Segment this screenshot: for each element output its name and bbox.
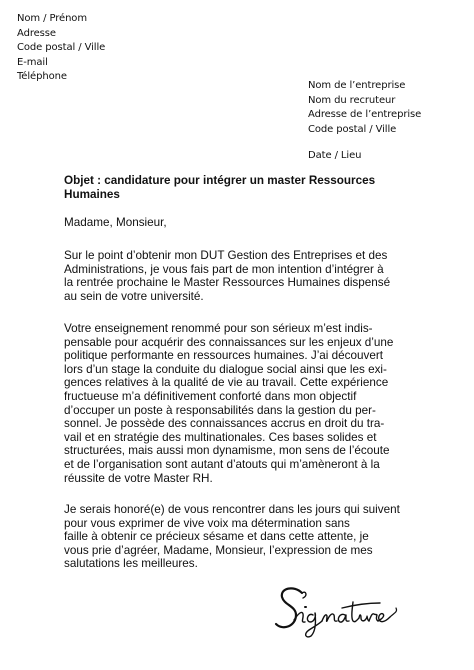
paragraph-line: au sein de votre université. xyxy=(64,289,204,303)
paragraph-line: et de l’organisation sont autant d’atouts qui m’amèneront à la xyxy=(64,457,380,471)
subject-line-text: Objet : candidature pour intégrer un master Ressources xyxy=(64,174,376,187)
recipient-company: Nom de l’entreprise xyxy=(308,80,406,91)
paragraph-line: la rentrée prochaine le Master Ressources Humaines dispensé xyxy=(64,276,391,290)
paragraph-line: structurées, mais aussi mon dynamisme, mon sens de l’écoute xyxy=(64,444,390,458)
sender-name: Nom / Prénom xyxy=(17,13,87,24)
paragraph-line: Administrations, je vous fais part de mon intention d’intégrer à xyxy=(64,262,384,276)
paragraph-line: Votre enseignement renommé pour son sérieux m’est indis- xyxy=(64,322,373,335)
paragraph-line: lors d’un stage la conduite du dialogue social ainsi que les exi- xyxy=(64,362,387,376)
recipient-address: Adresse de l’entreprise xyxy=(308,109,422,121)
sender-email: E-mail xyxy=(17,56,48,68)
paragraph-line: pour vous exprimer de vive voix ma détermination sans xyxy=(64,516,350,530)
signature-scribble xyxy=(272,582,402,640)
sender-block xyxy=(17,12,105,85)
sender-phone: Téléphone xyxy=(17,71,67,83)
sender-address: Adresse xyxy=(17,27,56,39)
greeting: Madame, Monsieur, xyxy=(64,216,167,229)
paragraph-line: réussite de votre Master RH. xyxy=(64,471,213,485)
recipient-block xyxy=(308,79,421,137)
subject-line xyxy=(64,174,376,201)
recipient-postal-city: Code postal / Ville xyxy=(308,123,397,135)
sender-postal-city: Code postal / Ville xyxy=(17,42,106,54)
paragraph-line: gences relatives à la qualité de vie au travail. Cette expérience xyxy=(64,376,389,390)
paragraph-line: fructueuse m’a définitivement conforté dans mon objectif xyxy=(64,389,357,403)
paragraph-line: d’occuper un poste à responsabilités dans la gestion du per- xyxy=(64,403,376,417)
paragraph-intro xyxy=(64,249,390,303)
recipient-recruiter: Nom du recruteur xyxy=(308,94,396,106)
paragraph-line: Je serais honoré(e) de vous rencontrer dans les jours qui suivent xyxy=(64,503,400,516)
paragraph-line: vous prie d’agréer, Madame, Monsieur, l’expression de mes xyxy=(64,543,373,557)
paragraph-line: faille à obtenir ce précieux sésame et dans cette attente, je xyxy=(64,530,369,544)
paragraph-line: sonnel. Je possède des connaissances accrus en droit du tra- xyxy=(64,417,385,431)
paragraph-closing xyxy=(64,503,400,571)
paragraph-line: politique performante en ressources humaines. J’ai découvert xyxy=(64,349,383,363)
paragraph-line: salutations les meilleures. xyxy=(64,557,198,571)
subject-line-text: Humaines xyxy=(64,187,120,201)
paragraph-line: pensable pour acquérir des connaissances sur les enjeux d’une xyxy=(64,335,394,349)
date-place: Date / Lieu xyxy=(308,150,362,161)
paragraph-motivation xyxy=(64,322,393,485)
paragraph-line: Sur le point d’obtenir mon DUT Gestion des Entreprises et des xyxy=(64,249,388,262)
paragraph-line: vail et en stratégie des multinationales. Ces bases solides et xyxy=(64,430,377,444)
handwritten-signature xyxy=(272,582,402,640)
